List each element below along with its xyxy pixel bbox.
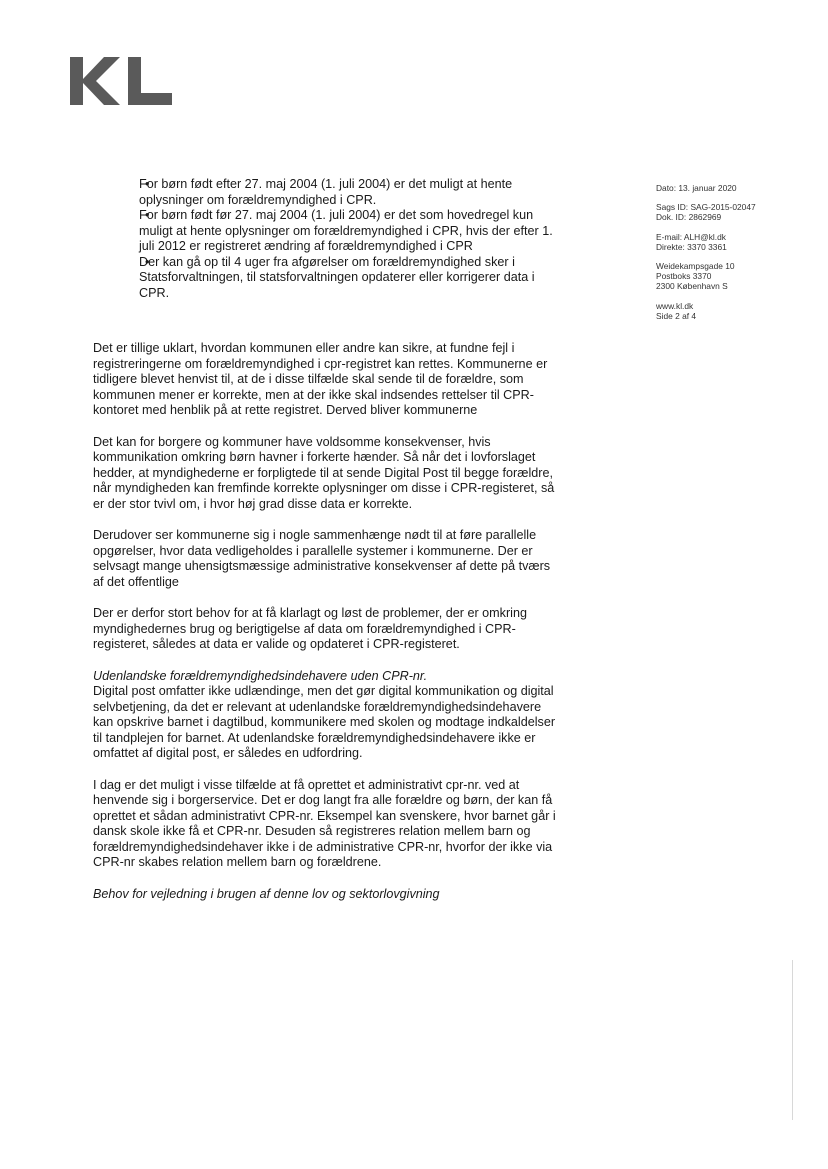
page-number: Side 2 af 4 <box>656 310 697 321</box>
kl-logo <box>70 55 174 107</box>
date-line: Dato: 13. januar 2020 <box>656 183 737 193</box>
section-heading: Udenlandske forældremyndighedsindehavere uden CPR-nr. <box>93 668 428 683</box>
list-item: • Der kan gå op til 4 uger fra afgørelser om forældremyndighed sker i Statsforvaltningen, til statsforvaltningen opdaterer eller korrigerer data i CPR. <box>93 255 558 302</box>
doc-id: Dok. ID: 2862969 <box>656 212 722 223</box>
paragraph: Det er tillige uklart, hvordan kommunen eller andre kan sikre, at fundne fejl i registreringerne om forældremyndighed i cpr-registret kan rettes. Kommunerne er tidligere blevet henvist til, at de i disse tilfælde skal sende til de forældre, som kommunen mener er korrekte, men at der ikke skal indsendes rettelser til CPR-kontoret med henblik på at rette registret. Derved bliver kommunerne <box>93 341 548 417</box>
address-line: Weidekampsgade 10 <box>656 261 735 272</box>
letter-body <box>93 177 558 918</box>
case-id: Sags ID: SAG-2015-02047 <box>656 202 756 213</box>
paragraph: I dag er det muligt i visse tilfælde at få oprettet et administrativt cpr-nr. ved at henvende sig i borgerservice. Det er dog langt fra alle forældre og børn, der kan få oprettet et sådan administrativt CPR-nr. Eksempel kan svenskere, hvor barnet går i dansk skole ikke få et CPR-nr. Desuden så registreres relation mellem barn og forældremyndighedsindehaver ikke i de administrative CPR-nr, hvorfor der ikke via CPR-nr skabes relation mellem barn og forældrene. <box>93 777 556 869</box>
address-line: Postboks 3370 <box>656 271 712 282</box>
sidebar-info <box>656 183 786 330</box>
paragraph: Det kan for borgere og kommuner have voldsomme konsekvenser, hvis kommunikation omkring børn havner i forkerte hænder. Så når det i lovforslaget hedder, at myndighederne er forpligtede til at sende Digital Post til begge forældre, når myndigheden kan fremfinde korrekte oplysninger om disse i CPR-registeret, så er der stor tvivl om, i hvor høj grad disse data er korrekte. <box>93 434 555 511</box>
phone-line: Direkte: 3370 3361 <box>656 241 727 252</box>
address-line: 2300 København S <box>656 281 728 292</box>
list-item: • For børn født efter 27. maj 2004 (1. juli 2004) er det muligt at hente oplysninger om forældremyndighed i CPR. <box>93 177 558 208</box>
paragraph: Der er derfor stort behov for at få klarlagt og løst de problemer, der er omkring myndighedernes brug og berigtigelse af data om forældremyndighed i CPR-registeret, således at data er valide og opdateret i CPR-registeret. <box>93 606 527 651</box>
list-item: • For børn født før 27. maj 2004 (1. juli 2004) er det som hovedregel kun muligt at hente oplysninger om forældremyndighed i CPR, hvis der efter 1. juli 2012 er registreret ændring af forældremyndighed i CPR <box>93 208 558 255</box>
paragraph: Derudover ser kommunerne sig i nogle sammenhænge nødt til at føre parallelle opgørelser, hvor data vedligeholdes i parallelle systemer i kommunerne. Der er selvsagt mange uhensigtsmæssige administrative konsekvenser af dette på tværs af det offentlige <box>93 528 551 589</box>
bullet-list <box>93 177 558 301</box>
website-line: www.kl.dk <box>656 300 694 311</box>
margin-rule <box>792 960 793 1120</box>
section-heading: Behov for vejledning i brugen af denne lov og sektorlovgivning <box>93 886 440 901</box>
paragraph: Digital post omfatter ikke udlændinge, men det gør digital kommunikation og digital selvbetjening, da det er relevant at udenlandske forældremyndighedsindehavere kan opskrive barnet i dagtilbud, kommunikere med skolen og modtage indkaldelser til tandplejen for barnet. At udenlandske forældremyndighedsindehavere ikke er omfattet af digital post, er således en udfordring. <box>93 684 556 760</box>
email-line: E-mail: ALH@kl.dk <box>656 231 726 242</box>
